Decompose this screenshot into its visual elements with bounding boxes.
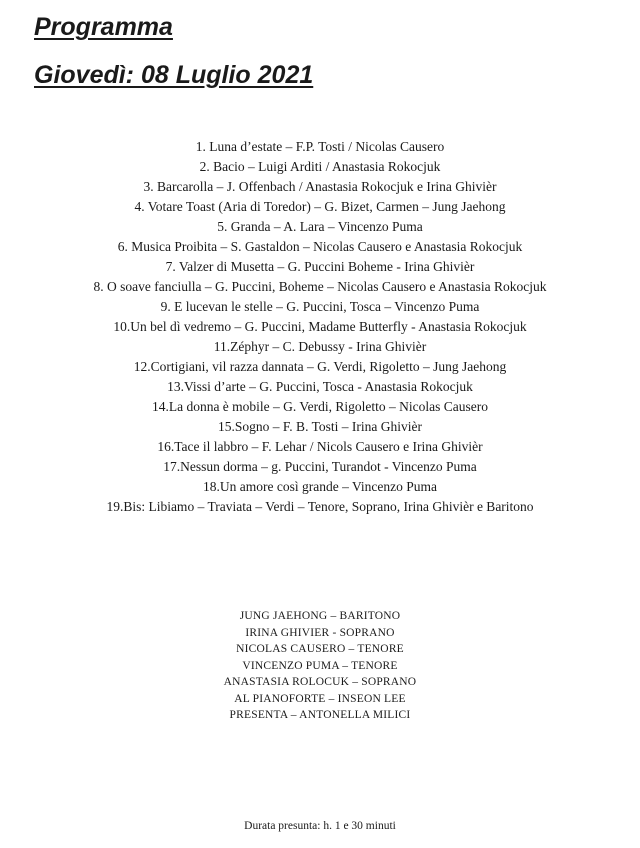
programme-item: 15.Sogno – F. B. Tosti – Irina Ghivièr: [218, 419, 422, 434]
programme-item: 1. Luna d’estate – F.P. Tosti / Nicolas Causero: [195, 139, 445, 154]
programme-item: 19.Bis: Libiamo – Traviata – Verdi – Tenore, Soprano, Irina Ghivièr e Baritono: [106, 499, 534, 514]
programme-item: 7. Valzer di Musetta – G. Puccini Boheme - Irina Ghivièr: [165, 259, 475, 274]
programme-item: 11.Zéphyr – C. Debussy - Irina Ghivièr: [213, 339, 427, 354]
cast-member: IRINA GHIVIER - SOPRANO: [245, 626, 395, 639]
cast-member: JUNG JAEHONG – BARITONO: [239, 610, 401, 622]
programme-item: 10.Un bel dì vedremo – G. Puccini, Madame Butterfly - Anastasia Rokocjuk: [113, 319, 527, 334]
programme-item: 8. O soave fanciulla – G. Puccini, Boheme – Nicolas Causero e Anastasia Rokocjuk: [93, 279, 547, 294]
programme-item: 6. Musica Proibita – S. Gastaldon – Nicolas Causero e Anastasia Rokocjuk: [117, 239, 523, 254]
programme-item: 9. E lucevan le stelle – G. Puccini, Tosca – Vincenzo Puma: [160, 299, 480, 314]
programme-item: 3. Barcarolla – J. Offenbach / Anastasia Rokocjuk e Irina Ghivièr: [143, 179, 497, 194]
cast-member: AL PIANOFORTE – INSEON LEE: [234, 692, 406, 705]
programme-item: 13.Vissi d’arte – G. Puccini, Tosca - Anastasia Rokocjuk: [167, 379, 473, 394]
programme-item: 12.Cortigiani, vil razza dannata – G. Verdi, Rigoletto – Jung Jaehong: [133, 359, 507, 374]
programme-item: 5. Granda – A. Lara – Vincenzo Puma: [217, 219, 423, 234]
programme-item: 2. Bacio – Luigi Arditi / Anastasia Rokocjuk: [199, 159, 441, 174]
programme-item: 16.Tace il labbro – F. Lehar / Nicols Causero e Irina Ghivièr: [157, 439, 483, 454]
cast-list: [0, 608, 640, 724]
programme-item: 4. Votare Toast (Aria di Toredor) – G. Bizet, Carmen – Jung Jaehong: [134, 199, 506, 214]
programme-item: 14.La donna è mobile – G. Verdi, Rigoletto – Nicolas Causero: [151, 399, 489, 414]
event-date: Giovedì: 08 Luglio 2021: [34, 61, 314, 89]
page-title: Programma: [34, 13, 173, 41]
programme-item: 17.Nessun dorma – g. Puccini, Turandot - Vincenzo Puma: [163, 459, 477, 474]
cast-member: ANASTASIA ROLOCUK – SOPRANO: [223, 676, 417, 688]
cast-member: VINCENZO PUMA – TENORE: [242, 659, 398, 672]
programme-list: [40, 137, 600, 517]
programme-item: 18.Un amore così grande – Vincenzo Puma: [202, 479, 437, 494]
duration-note: Durata presunta: h. 1 e 30 minuti: [244, 820, 396, 832]
cast-member: PRESENTA – ANTONELLA MILICI: [229, 709, 411, 721]
cast-member: NICOLAS CAUSERO – TENORE: [236, 643, 404, 655]
